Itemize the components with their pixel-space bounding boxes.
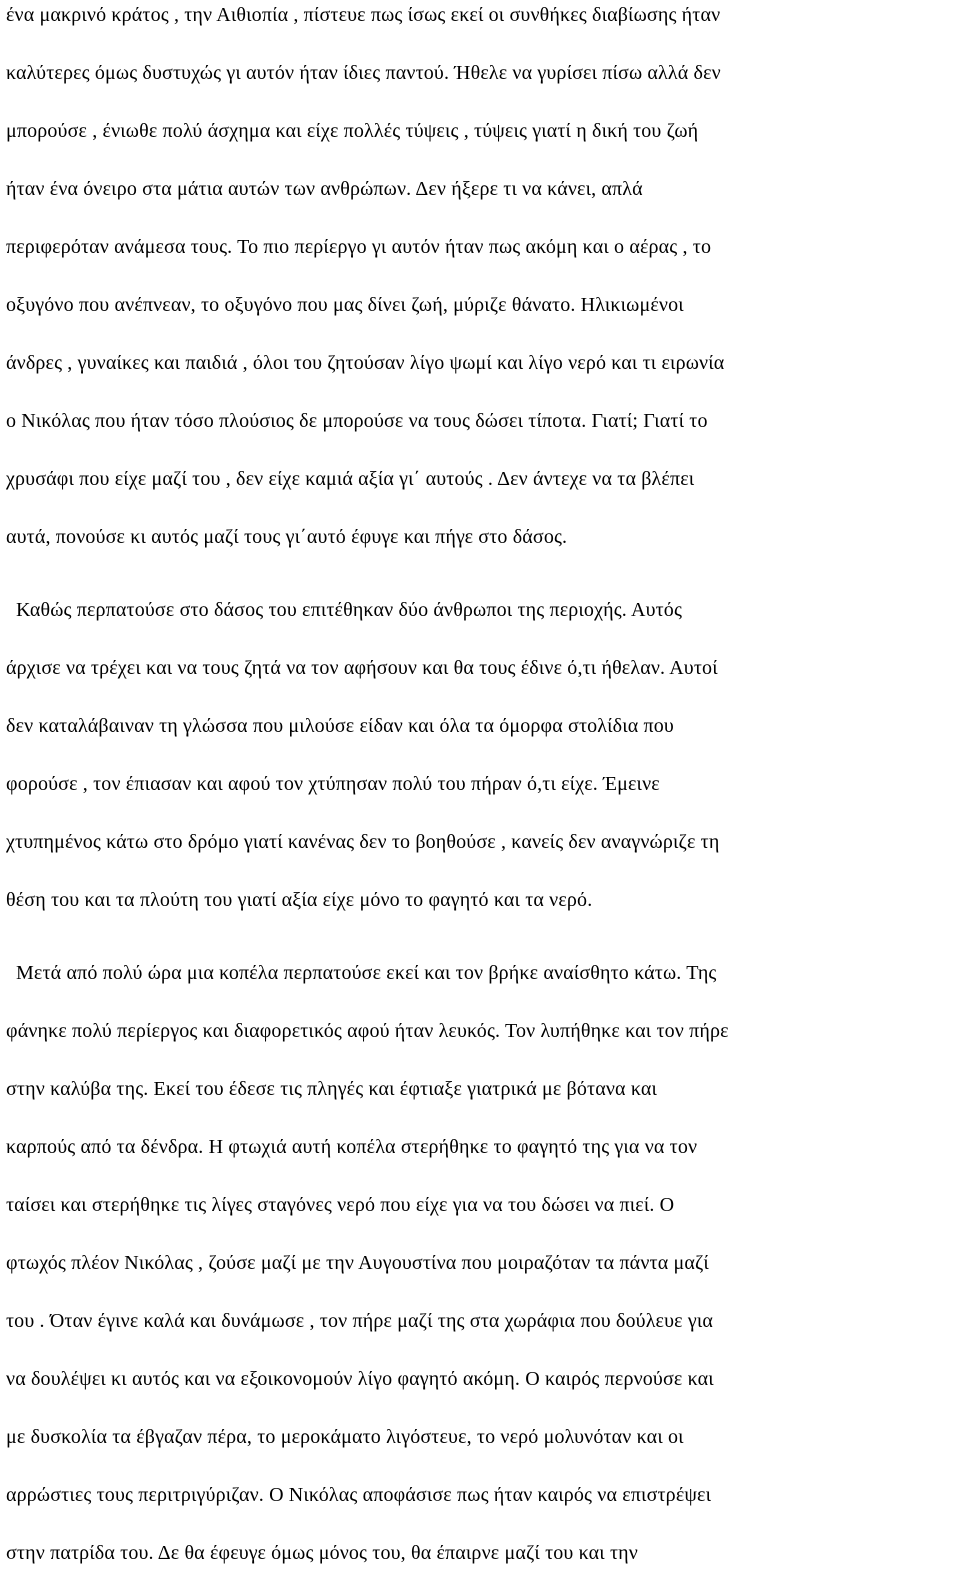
text-line: μπορούσε , ένιωθε πολύ άσχημα και είχε πολλές τύψεις , τύψεις γιατί η δική του ζωή bbox=[6, 120, 699, 142]
text-line: άνδρες , γυναίκες και παιδιά , όλοι του ζητούσαν λίγο ψωμί και λίγο νερό και τι ειρωνία bbox=[6, 352, 725, 374]
text-line: φορούσε , τον έπιασαν και αφού τον χτύπησαν πολύ του πήραν ό,τι είχε. Έμεινε bbox=[6, 773, 660, 795]
text-line: ένα μακρινό κράτος , την Αιθιοπία , πίστευε πως ίσως εκεί οι συνθήκες διαβίωσης ήταν bbox=[6, 4, 721, 26]
text-line: καρπούς από τα δένδρα. Η φτωχιά αυτή κοπέλα στερήθηκε το φαγητό της για να τον bbox=[6, 1136, 698, 1158]
text-line: φάνηκε πολύ περίεργος και διαφορετικός αφού ήταν λευκός. Τον λυπήθηκε και τον πήρε bbox=[6, 1020, 729, 1042]
text-line: θέση του και τα πλούτη του γιατί αξία είχε μόνο το φαγητό και τα νερό. bbox=[6, 889, 593, 911]
text-line: φτωχός πλέον Νικόλας , ζούσε μαζί με την Αυγουστίνα που μοιραζόταν τα πάντα μαζί bbox=[6, 1252, 709, 1274]
text-line: ο Νικόλας που ήταν τόσο πλούσιος δε μπορούσε να τους δώσει τίποτα. Γιατί; Γιατί το bbox=[6, 410, 708, 432]
paragraph-first-line: Καθώς περπατούσε στο δάσος του επιτέθηκαν δύο άνθρωποι της περιοχής. Αυτός bbox=[16, 599, 683, 621]
text-line: χτυπημένος κάτω στο δρόμο γιατί κανένας δεν το βοηθούσε , κανείς δεν αναγνώριζε τη bbox=[6, 831, 720, 853]
text-line: περιφερόταν ανάμεσα τους. Το πιο περίεργο γι αυτόν ήταν πως ακόμη και ο αέρας , το bbox=[6, 236, 712, 258]
text-line: να δουλέψει κι αυτός και να εξοικονομούν λίγο φαγητό ακόμη. Ο καιρός περνούσε και bbox=[6, 1368, 714, 1390]
text-line: άρχισε να τρέχει και να τους ζητά να τον αφήσουν και θα τους έδινε ό,τι ήθελαν. Αυτοί bbox=[6, 657, 718, 679]
text-line: καλύτερες όμως δυστυχώς γι αυτόν ήταν ίδιες παντού. Ήθελε να γυρίσει πίσω αλλά δεν bbox=[6, 62, 721, 84]
text-line: χρυσάφι που είχε μαζί του , δεν είχε καμιά αξία γι΄ αυτούς . Δεν άντεχε να τα βλέπει bbox=[6, 468, 695, 490]
text-line: οξυγόνο που ανέπνεαν, το οξυγόνο που μας δίνει ζωή, μύριζε θάνατο. Ηλικιωμένοι bbox=[6, 294, 684, 316]
text-line: ταίσει και στερήθηκε τις λίγες σταγόνες νερό που είχε για να του δώσει να πιεί. Ο bbox=[6, 1194, 675, 1216]
text-line: στην καλύβα της. Εκεί του έδεσε τις πληγές και έφτιαξε γιατρικά με βότανα και bbox=[6, 1078, 658, 1100]
text-line: με δυσκολία τα έβγαζαν πέρα, το μεροκάματο λιγόστευε, το νερό μολυνόταν και οι bbox=[6, 1426, 684, 1448]
text-line: δεν καταλάβαιναν τη γλώσσα που μιλούσε είδαν και όλα τα όμορφα στολίδια που bbox=[6, 715, 674, 737]
paragraph-first-line: Μετά από πολύ ώρα μια κοπέλα περπατούσε εκεί και τον βρήκε αναίσθητο κάτω. Της bbox=[16, 962, 717, 984]
text-line: του . Όταν έγινε καλά και δυνάμωσε , τον πήρε μαζί της στα χωράφια που δούλευε για bbox=[6, 1310, 714, 1332]
text-line: ήταν ένα όνειρο στα μάτια αυτών των ανθρώπων. Δεν ήξερε τι να κάνει, απλά bbox=[6, 178, 643, 200]
text-line: αυτά, πονούσε κι αυτός μαζί τους γι΄αυτό έφυγε και πήγε στο δάσος. bbox=[6, 526, 568, 548]
text-line: αρρώστιες τους περιτριγύριζαν. Ο Νικόλας αποφάσισε πως ήταν καιρός να επιστρέψει bbox=[6, 1484, 712, 1506]
text-line: στην πατρίδα του. Δε θα έφευγε όμως μόνος του, θα έπαιρνε μαζί του και την bbox=[6, 1542, 638, 1564]
